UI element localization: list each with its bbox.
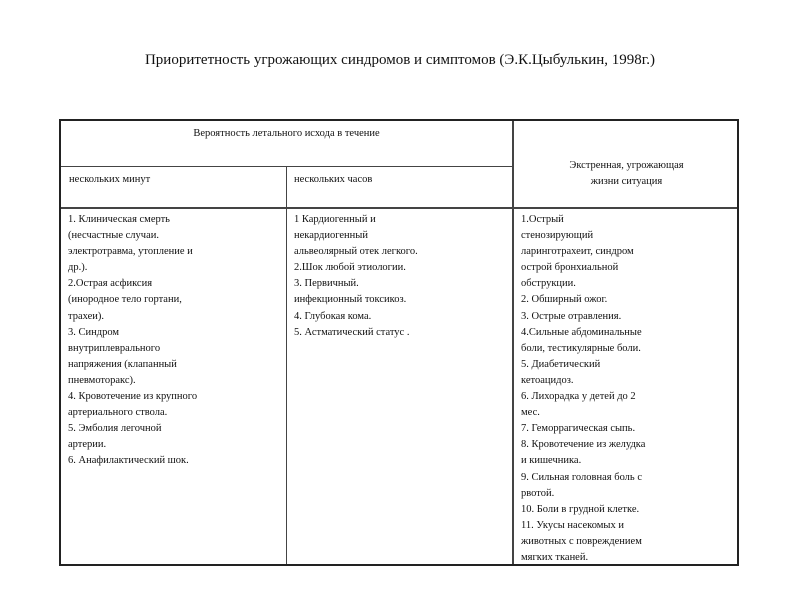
list-line: 3. Острые отравления. — [521, 310, 622, 322]
list-line: 10. Боли в грудной клетке. — [521, 503, 640, 515]
list-line: инфекционный токсикоз. — [294, 294, 407, 306]
list-line: 5. Эмболия легочной — [68, 423, 162, 435]
list-line: 4. Глубокая кома. — [294, 310, 372, 322]
list-line: мягких тканей. — [521, 551, 589, 563]
priority-table — [59, 119, 739, 566]
list-line: 11. Укусы насекомых и — [521, 519, 624, 531]
list-line: артериального ствола. — [68, 407, 168, 419]
minutes-list — [68, 212, 197, 470]
list-line: 6. Анафилактический шок. — [68, 455, 189, 467]
list-line: 4. Кровотечение из крупного — [68, 391, 198, 403]
list-line: 1. Клиническая смерть — [68, 214, 170, 225]
emergency-list — [521, 212, 645, 566]
header-minutes: нескольких минут — [69, 174, 151, 185]
list-line: 5. Диабетический — [521, 358, 601, 370]
list-line: 8. Кровотечение из желудка — [521, 439, 646, 451]
row-divider — [61, 207, 737, 209]
list-line: напряжения (клапанный — [68, 358, 177, 370]
header-emergency-line: Экстренная, угрожающая — [569, 160, 684, 171]
list-line: рвотой. — [521, 487, 555, 499]
hours-list — [294, 212, 418, 341]
list-line: др.). — [68, 262, 88, 274]
list-line: обструкции. — [521, 278, 576, 290]
list-line: 3. Синдром — [68, 326, 120, 338]
list-line: стенозирующий — [521, 230, 594, 242]
header-emergency — [514, 158, 739, 190]
list-line: кетоацидоз. — [521, 374, 574, 386]
list-line: (несчастные случаи. — [68, 230, 159, 242]
list-line: мес. — [521, 407, 540, 419]
header-emergency-line: жизни ситуация — [590, 176, 663, 187]
list-line: и кишечника. — [521, 455, 582, 467]
list-line: боли, тестикулярные боли. — [521, 342, 641, 354]
list-line: некардиогенный — [294, 230, 368, 242]
header-hours: нескольких часов — [294, 174, 373, 185]
list-line: трахеи). — [68, 310, 105, 322]
list-line: ларинготрахеит, синдром — [521, 246, 634, 258]
list-line: 2.Шок любой этиологии. — [294, 262, 406, 274]
list-line: 1 Кардиогенный и — [294, 214, 376, 225]
list-line: 3. Первичный. — [294, 278, 359, 290]
list-line: (инородное тело гортани, — [68, 294, 182, 306]
list-line: пневмоторакс). — [68, 374, 136, 386]
list-line: 5. Астматический статус . — [294, 326, 410, 338]
page-title: Приоритетность угрожающих синдромов и симптомов (Э.К.Цыбулькин, 1998г.) — [144, 52, 656, 68]
list-line: электротравма, утопление и — [68, 246, 193, 258]
list-line: животных с повреждением — [521, 535, 642, 547]
list-line: 9. Сильная головная боль с — [521, 471, 642, 483]
list-line: внутриплеврального — [68, 342, 161, 354]
header-probability: Вероятность летального исхода в течение — [193, 128, 380, 139]
list-line: 2. Обширный ожог. — [521, 294, 608, 306]
list-line: альвеолярный отек легкого. — [294, 246, 418, 258]
column-divider — [286, 166, 287, 564]
list-line: 7. Геморрагическая сыпь. — [521, 423, 636, 435]
list-line: 1.Острый — [521, 214, 564, 225]
list-line: артерии. — [68, 439, 107, 451]
list-line: острой бронхиальной — [521, 262, 619, 274]
list-line: 4.Сильные абдоминальные — [521, 326, 642, 338]
list-line: 6. Лихорадка у детей до 2 — [521, 391, 636, 403]
row-divider — [61, 166, 512, 167]
list-line: 2.Острая асфиксия — [68, 278, 153, 290]
